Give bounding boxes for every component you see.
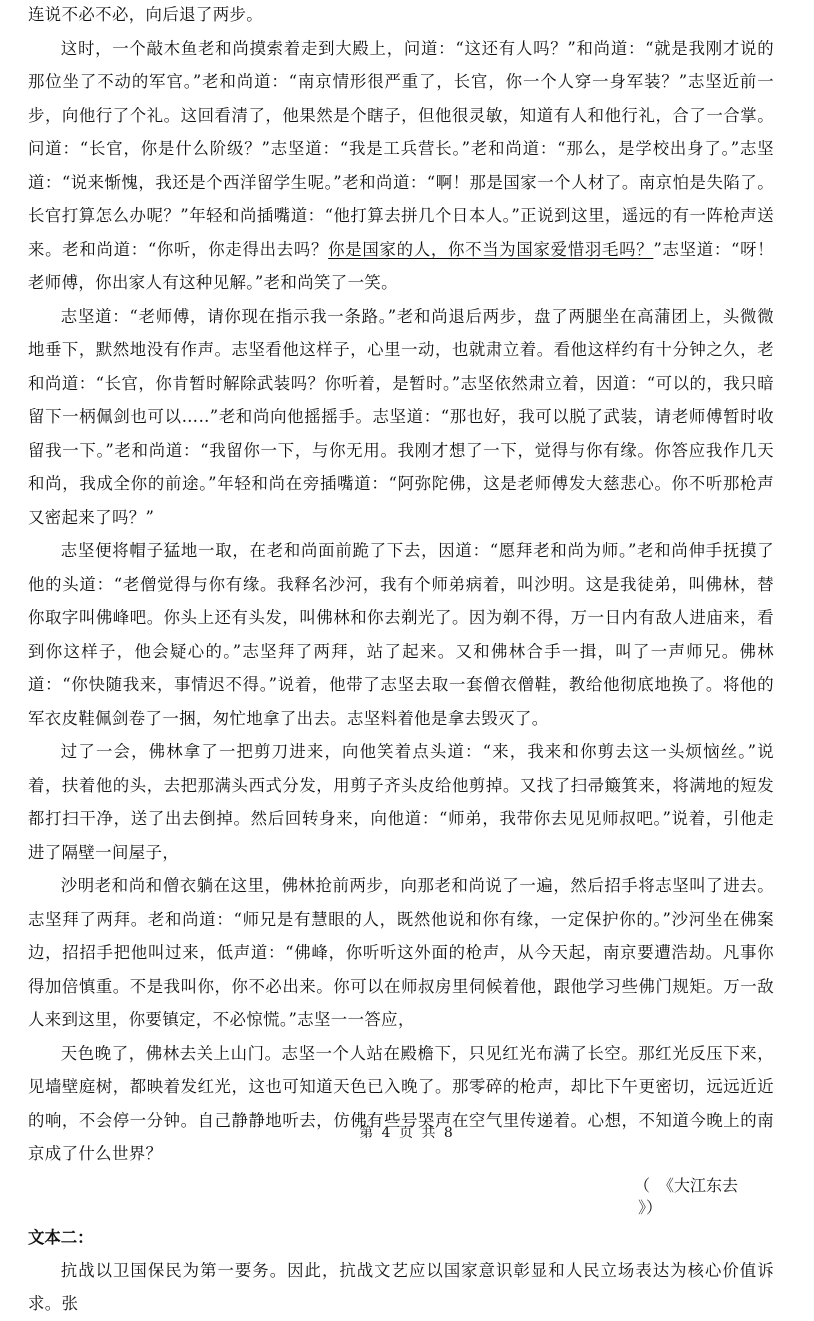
paragraph-5: 过了一会，佛林拿了一把剪刀进来，向他笑着点头道：“来，我来和你剪去这一头烦恼丝。”说着，扶着他的头，去把那满头西式分发，用剪子齐头皮给他剪掉。又找了扫帚簸箕来，将满地的短发都打扫干净，送了出去倒掉。然后回转身来，向他道：“师弟，我带你去见见师叔吧。”说着，引他走进了隔壁一间屋子， — [28, 742, 774, 862]
source-line-2: 》） — [638, 1197, 663, 1217]
paragraph-4: 志坚便将帽子猛地一取，在老和尚面前跪了下去，因道：“愿拜老和尚为师。”老和尚伸手抚摸了他的头道：“老僧觉得与你有缘。我释名沙河，我有个师弟病着，叫沙明。这是我徒弟，叫佛林，替你取字叫佛峰吧。你头上还有头发，叫佛林和你去剃光了。因为剃不得，万一日内有敌人进庙来，看到你这样子，他会疑心的。”志坚拜了两拜，站了起来。又和佛林合手一揖，叫了一声师兄。佛林道：“你快随我来，事情迟不得。”说着，他带了志坚去取一套僧衣僧鞋，教给他彻底地换了。将他的军衣皮鞋佩剑卷了一捆，匆忙地拿了出去。志坚料着他是拿去毁灭了。 — [28, 541, 774, 728]
source-citation — [634, 1175, 774, 1219]
paragraph-2 — [28, 32, 774, 300]
section-heading: 文本二： — [28, 1227, 94, 1247]
paragraph-2-tail: ”志坚道：“呀！老师傅，你出家人有这种见解。”老和尚笑了一笑。 — [28, 239, 774, 292]
source-block — [28, 1171, 774, 1221]
paragraph-2-text: 这时，一个敲木鱼老和尚摸索着走到大殿上，问道：“这还有人吗？”和尚道：“就是我刚才说的那位坐了不动的军官。”老和尚道：“南京情形很严重了，长官，你一个人穿一身军装？”志坚近前一步，向他行了个礼。这回看清了，他果然是个瞎子，但他很灵敏，知道有人和他行礼，合了一合掌。问道：“长官，你是什么阶级？”志坚道：“我是工兵营长。”老和尚道：“那么，是学校出身了。”志坚道：“说来惭愧，我还是个西洋留学生呢。”老和尚道：“啊！那是国家一个人材了。南京怕是失陷了。长官打算怎么办呢？”年轻和尚插嘴道：“他打算去拼几个日本人。”正说到这里，遥远的有一阵枪声送来。老和尚道：“你听，你走得出去吗？ — [28, 38, 774, 259]
paragraph-6: 沙明老和尚和僧衣躺在这里，佛林抢前两步，向那老和尚说了一遍，然后招手将志坚叫了进去。志坚拜了两拜。老和尚道：“师兄是有慧眼的人，既然他说和你有缘，一定保护你的。”沙河坐在佛案边，招招手把他叫过来，低声道：“佛峰，你听听这外面的枪声，从今天起，南京要遭浩劫。凡事你得加倍慎重。不是我叫你，你不必出来。你可以在师叔房里伺候着他，跟他学习些佛门规矩。万一敌人来到这里，你要镇定，不必惊慌。”志坚一一答应， — [28, 876, 774, 1029]
page-footer: 第 4 页 共 8 — [359, 1125, 455, 1141]
paragraph-1: 连说不必不必，向后退了两步。 — [28, 5, 264, 24]
underlined-sentence: 你是国家的人，你不当为国家爱惜羽毛吗？ — [328, 239, 654, 259]
text2-paragraph: 抗战以卫国保民为第一要务。因此，抗战文艺应以国家意识彰显和人民立场表达为核心价值诉求。张 — [28, 1260, 774, 1313]
paragraph-3: 志坚道：“老师傅，请你现在指示我一条路。”老和尚退后两步，盘了两腿坐在高蒲团上，头微微地垂下，默然地没有作声。志坚看他这样子，心里一动，也就肃立着。看他这样约有十分钟之久，老和尚道：“长官，你肯暂时解除武装吗？你听着，是暂时。”志坚依然肃立着，因道：“可以的，我只暗留下一柄佩剑也可以…‥”老和尚向他摇摇手。志坚道：“那也好，我可以脱了武装，请老师傅暂时收留我一下。”老和尚道：“我留你一下，与你无用。我刚才想了一下，觉得与你有缘。你答应我作几天和尚，我成全你的前途。”年轻和尚在旁插嘴道：“阿弥陀佛，这是老师傅发大慈悲心。你不听那枪声又密起来了吗？” — [28, 306, 774, 527]
source-line-1: （ 《大江东去 — [634, 1175, 739, 1195]
paragraph-7: 天色晚了，佛林去关上山门。志坚一个人站在殿檐下，只见红光布满了长空。那红光反压下来，见墙壁庭树，都映着发红光，这也可知道天色已入晚了。那零碎的枪声，却比下午更密切，远远近近的响，不会停一分钟。自己静静地听去，仿佛有些号哭声在空气里传递着。心想，不知道今晚上的南京成了什么世界？ — [28, 1043, 774, 1163]
